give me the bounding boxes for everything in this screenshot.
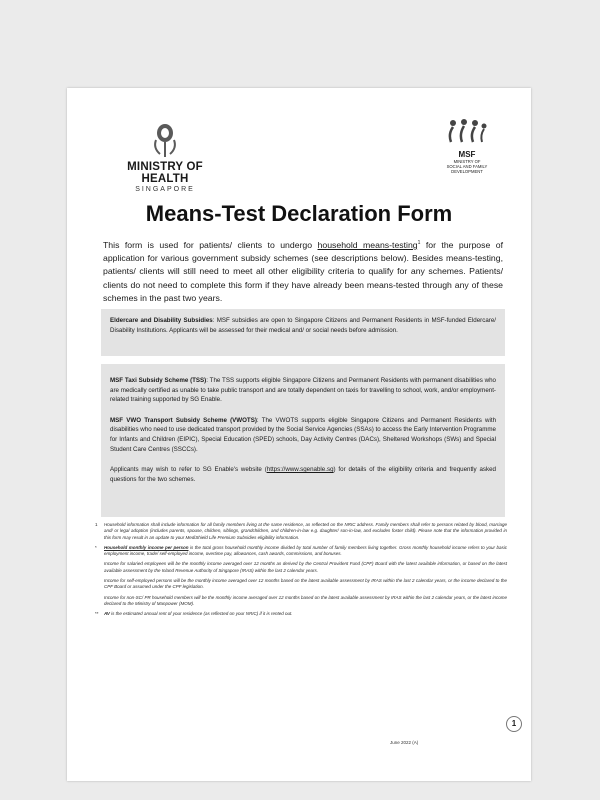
footnote-ref-1: 1 [417,240,421,246]
non-sc-pr-income-note: Income for non-SC/ PR household members will be the monthly income averaged over 12 months based on the latest available assessment by IRAS within the last 2 calendar years, or the latest income declared to the Ministry of Manpower (MOM). [104,594,507,606]
av-heading: AV [104,611,110,617]
footnotes [95,522,507,622]
transport-subsidies-box [101,364,505,517]
household-means-testing-term: household means-testing [317,239,418,250]
footnote-1 [95,522,507,541]
msf-subtitle-line: MINISTRY OF [453,159,481,164]
msf-subtitle-line: DEVELOPMENT [451,169,483,174]
tss-text: : The TSS supports eligible Singapore Citizens and Permanent Residents with permanent disabilities who are medically certified as unable to take public transport and are totally dependent on taxis for travelling to school, work, and/or employment-related training supported by SG Enable. [110,377,496,404]
vwots-text: : The VWOTS supports eligible Singapore Citizens and Permanent Residents with disabilities who need to use dedicated transport provided by the Social Service Agencies (SSAs) to access the Early Intervention Programme for Infants and Children (EIPIC), Special Education (SPED) schools, Day Activity Centres (DACs), Sheltered Workshops (SWs) and Special Student Care Centres (SSCCs). [110,416,497,453]
moh-logo [105,122,225,193]
msf-name: MSF [458,150,476,159]
intro-text-end: for the purpose of application for various government subsidy schemes (see descriptions below). Besides means-testing, patients/ clients will still need to meet all other eligibility criteria to qualify for any schemes. Patients/ clients do not need to complete this form if they have already been means-tested through any of these schemes in the past two years. [103,239,503,303]
footnote-av [95,611,507,617]
refer-text-start: Applicants may wish to refer to SG Enable's website ( [110,465,267,473]
msf-subtitle-line: SOCIAL AND FAMILY [446,164,488,169]
footnote-mark: 1 [95,522,98,527]
tss-paragraph [110,376,496,405]
moh-emblem-icon [150,122,180,158]
intro-paragraph [103,237,503,305]
sg-enable-paragraph [110,465,496,484]
msf-logo [435,118,499,174]
sgenable-link[interactable]: https://www.sgenable.sg [266,465,334,473]
msf-people-icon [444,118,490,144]
footer-date: June 2022 (A) [390,740,419,745]
page-title: Means-Test Declaration Form [145,201,453,226]
moh-name: MINISTRY OF HEALTH [127,161,203,185]
document-page [67,88,531,781]
tss-heading: MSF Taxi Subsidy Scheme (TSS) [110,377,207,384]
salaried-income-note: Income for salaried employees will be the monthly income averaged over 12 months as derived by the Central Provident Fund (CPF) Board with the latest available information, or based on the latest available assessment by the Inland Revenue Authority of Singapore (IRAS) within the last 2 calendar years. [104,561,507,573]
intro-text-start: This form is used for patients/ clients to undergo [103,239,318,250]
footnote-text [104,545,507,558]
footnote-text [104,611,507,617]
page-number-badge: 1 [506,716,522,732]
eldercare-text: : MSF subsidies are open to Singapore Citizens and Permanent Residents in MSF-funded Eldercare/ Disability Institutions. Applicants will be assessed for their medical and/ or social needs before admission. [110,317,496,334]
refer-text-end: ) for details of the eligibility criteria and frequently asked questions for the two schemes. [110,465,496,483]
eldercare-subsidies-box [101,309,505,356]
income-text: is the total gross household monthly income divided by total number of family members living together. Gross monthly household income refers to your basic employment income, trade/ self-employed income, overtime pay, allowances, cash awards, commissions, and bonuses. [104,544,507,557]
av-text: is the estimated annual rent of your residence (as reflected on your NRIC) if it is rented out. [109,611,293,617]
vwots-paragraph [110,416,496,455]
eldercare-heading: Eldercare and Disability Subsidies [110,317,213,324]
self-employed-income-note: Income for self-employed persons will be the monthly income averaged over 12 months based on the latest available assessment by IRAS within the last 2 calendar years, or the income declared to the CPF Board or assumed under the CPF legislation. [104,578,507,590]
footnote-mark: * [95,544,97,550]
footnote-text: Household information shall include information for all family members living at the same residence, as reflected on the NRIC address. Family members shall refer to persons related by blood, marriage and/ or legal adoption (includes parents, spouse, children, siblings, grandchildren, and children-in-law e.g. daughter/ son-in-law, and excludes foster child). Please note that the information provided in this form may result in an update to your MediShield Life Premium Subsidies eligibility information. [104,522,507,540]
income-heading: Household monthly income per person [104,544,189,550]
footnote-mark: ** [95,611,99,617]
footnote-income [95,545,507,558]
vwots-heading: MSF VWO Transport Subsidy Scheme (VWOTS) [110,416,257,424]
moh-subtitle: SINGAPORE [135,186,195,193]
